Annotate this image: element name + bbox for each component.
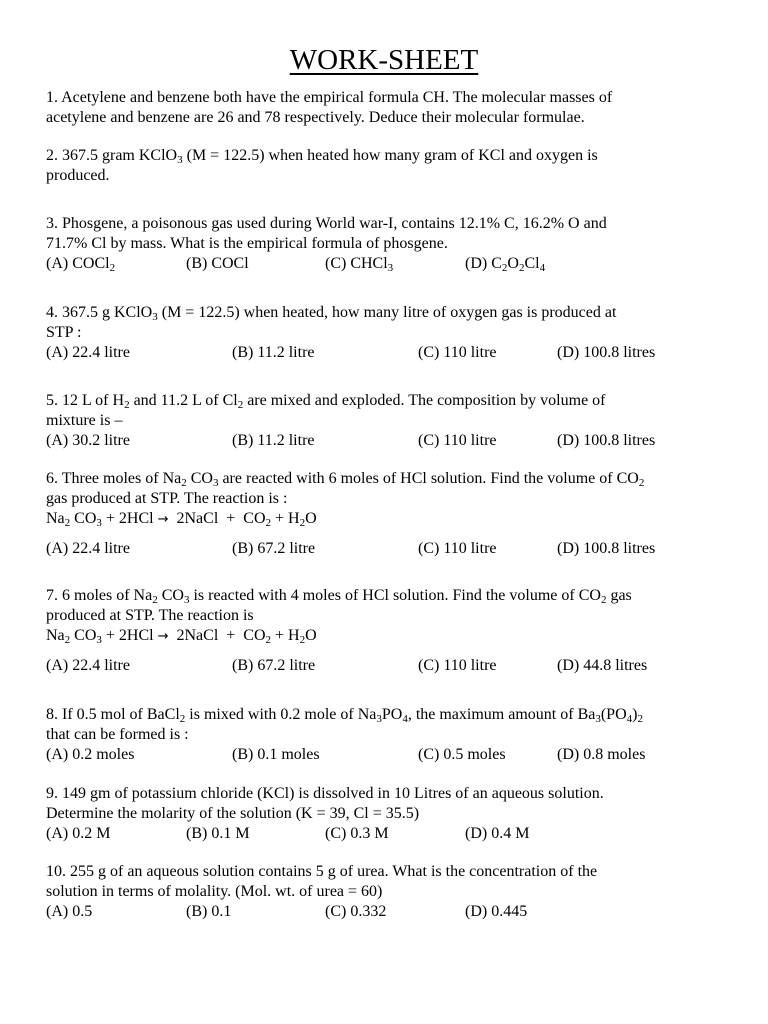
q4-text-a: 4. 367.5 g KClO xyxy=(46,304,153,321)
reaction-arrow-icon: → xyxy=(157,512,169,527)
q2-text-a: 2. 367.5 gram KClO xyxy=(46,147,178,164)
q6-option-d: (D) 100.8 litres xyxy=(557,540,656,557)
q10-option-b: (B) 0.1 xyxy=(186,903,232,920)
q7-eq-nacl: 2NaCl + CO xyxy=(168,627,266,644)
question-9 xyxy=(46,784,728,844)
question-1 xyxy=(46,88,728,128)
q9-option-c: (C) 0.3 M xyxy=(325,825,389,842)
question-5 xyxy=(46,391,728,451)
question-6 xyxy=(46,469,728,559)
q2-line-2: produced. xyxy=(46,167,110,184)
q8-sub-a: 2 xyxy=(179,713,186,725)
q9-line-2: Determine the molarity of the solution (K = 39, Cl = 35.5) xyxy=(46,805,420,822)
q6-eq-co3-sub: 3 xyxy=(96,517,102,529)
q7-option-d: (D) 44.8 litres xyxy=(557,657,648,674)
q7-option-b: (B) 67.2 litre xyxy=(232,657,316,674)
q6-eq-co3: CO xyxy=(70,510,97,527)
q5-sub-b: 2 xyxy=(237,399,244,411)
q7-eq-na-sub: 2 xyxy=(64,634,71,646)
q7-eq-h: + H xyxy=(271,627,300,644)
q9-option-a: (A) 0.2 M xyxy=(46,825,111,842)
q5-options xyxy=(46,431,728,451)
q4-option-d: (D) 100.8 litres xyxy=(557,344,656,361)
q3-option-d-s2: 2 xyxy=(518,262,525,274)
q8-sub-e: 4 xyxy=(626,713,633,725)
q5-line-1 xyxy=(46,391,728,411)
q10-option-a: (A) 0.5 xyxy=(46,903,93,920)
q5-option-d: (D) 100.8 litres xyxy=(557,432,656,449)
q3-option-b: (B) COCl xyxy=(186,255,249,272)
q4-option-a: (A) 22.4 litre xyxy=(46,344,130,361)
q5-text-b: and 11.2 L of Cl xyxy=(129,392,238,409)
q3-option-d-t2: O xyxy=(507,255,519,272)
q8-text-c: PO xyxy=(381,706,403,723)
q6-line-2: gas produced at STP. The reaction is : xyxy=(46,490,288,507)
q9-option-b: (B) 0.1 M xyxy=(186,825,250,842)
q6-sub-b: 3 xyxy=(212,477,219,489)
q3-option-a xyxy=(46,254,115,274)
q5-option-b: (B) 11.2 litre xyxy=(232,432,315,449)
q7-eq-na: Na xyxy=(46,627,65,644)
q3-option-d-t3: Cl xyxy=(524,255,540,272)
q4-sub-a: 3 xyxy=(152,311,158,323)
q6-line-1 xyxy=(46,469,728,489)
q3-option-a-sub: 2 xyxy=(109,262,116,274)
q3-line-2: 71.7% Cl by mass. What is the empirical formula of phosgene. xyxy=(46,235,448,252)
q8-option-b: (B) 0.1 moles xyxy=(232,746,320,763)
q5-sub-a: 2 xyxy=(124,399,130,411)
q4-text-b: (M = 122.5) when heated, how many litre of oxygen gas is produced at xyxy=(157,304,617,321)
question-10 xyxy=(46,862,728,922)
q6-eq-o: O xyxy=(305,510,317,527)
q7-option-c: (C) 110 litre xyxy=(418,657,497,674)
q7-eq-hcl: + 2HCl xyxy=(101,627,158,644)
page-title xyxy=(0,42,768,78)
q4-option-b: (B) 11.2 litre xyxy=(232,344,315,361)
q6-sub-a: 2 xyxy=(181,477,187,489)
q6-text-c: are reacted with 6 moles of HCl solution. Find the volume of CO xyxy=(218,470,639,487)
q7-sub-c: 2 xyxy=(600,594,607,606)
q7-text-d: gas xyxy=(606,587,632,604)
q3-line-1: 3. Phosgene, a poisonous gas used during World war-I, contains 12.1% C, 16.2% O and xyxy=(46,215,607,232)
q6-eq-hcl: + 2HCl xyxy=(101,510,158,527)
q7-equation xyxy=(46,626,728,647)
q7-text-b: CO xyxy=(157,587,184,604)
q8-option-d: (D) 0.8 moles xyxy=(557,746,646,763)
reaction-arrow-icon: → xyxy=(157,629,169,644)
q6-eq-na-sub: 2 xyxy=(64,517,71,529)
q1-line-1: 1. Acetylene and benzene both have the empirical formula CH. The molecular masses of xyxy=(46,89,613,106)
q3-option-c-sub: 3 xyxy=(387,262,394,274)
q2-text-b: (M = 122.5) when heated how many gram of KCl and oxygen is xyxy=(182,147,598,164)
question-8 xyxy=(46,705,728,765)
q8-text-a: 8. If 0.5 mol of BaCl xyxy=(46,706,180,723)
q5-text-a: 5. 12 L of H xyxy=(46,392,125,409)
q6-eq-h: + H xyxy=(271,510,300,527)
q5-text-c: are mixed and exploded. The composition by volume of xyxy=(243,392,606,409)
q7-line-2: produced at STP. The reaction is xyxy=(46,607,254,624)
q6-text-b: CO xyxy=(186,470,213,487)
q3-option-d xyxy=(465,254,545,274)
q8-sub-c: 4 xyxy=(402,713,408,725)
q3-option-d-s3: 4 xyxy=(539,262,546,274)
q7-eq-co2-sub: 2 xyxy=(265,634,272,646)
q2-sub-a: 3 xyxy=(177,154,183,166)
question-2 xyxy=(46,146,728,186)
q7-options xyxy=(46,656,728,676)
q8-option-a: (A) 0.2 moles xyxy=(46,746,135,763)
q6-option-b: (B) 67.2 litre xyxy=(232,540,316,557)
q5-option-c: (C) 110 litre xyxy=(418,432,497,449)
q7-sub-b: 3 xyxy=(183,594,190,606)
q8-text-e: (PO xyxy=(600,706,627,723)
q5-option-a: (A) 30.2 litre xyxy=(46,432,130,449)
q7-eq-co3-sub: 3 xyxy=(96,634,102,646)
q10-line-1: 10. 255 g of an aqueous solution contains 5 g of urea. What is the concentration of the xyxy=(46,863,598,880)
q1-line-2: acetylene and benzene are 26 and 78 respectively. Deduce their molecular formulae. xyxy=(46,109,585,126)
q8-text-d: , the maximum amount of Ba xyxy=(407,706,596,723)
q7-text-a: 7. 6 moles of Na xyxy=(46,587,153,604)
q10-option-c: (C) 0.332 xyxy=(325,903,387,920)
q3-option-c xyxy=(325,254,393,274)
q10-option-d: (D) 0.445 xyxy=(465,903,528,920)
question-3 xyxy=(46,214,728,274)
q8-text-f: ) xyxy=(632,706,638,723)
q6-sub-c: 2 xyxy=(638,477,645,489)
q6-eq-h-sub: 2 xyxy=(299,517,306,529)
q4-option-c: (C) 110 litre xyxy=(418,344,497,361)
q3-option-c-text: (C) CHCl xyxy=(325,255,388,272)
q9-option-d: (D) 0.4 M xyxy=(465,825,530,842)
q7-eq-h-sub: 2 xyxy=(299,634,306,646)
q3-option-d-s1: 2 xyxy=(501,262,508,274)
q8-sub-f: 2 xyxy=(637,713,643,725)
q3-option-d-t1: (D) C xyxy=(465,255,502,272)
q3-option-a-text: (A) COCl xyxy=(46,255,110,272)
q7-sub-a: 2 xyxy=(152,594,158,606)
q6-equation xyxy=(46,509,728,530)
title-text: WORK-SHEET xyxy=(289,44,479,76)
q9-options xyxy=(46,824,728,844)
q7-text-c: is reacted with 4 moles of HCl solution. Find the volume of CO xyxy=(189,587,601,604)
q8-options xyxy=(46,745,728,765)
q7-line-1 xyxy=(46,586,728,606)
q3-options xyxy=(46,254,728,274)
q5-line-2: mixture is – xyxy=(46,412,123,429)
q8-text-b: is mixed with 0.2 mole of Na xyxy=(185,706,377,723)
question-4 xyxy=(46,303,728,363)
q8-line-2: that can be formed is : xyxy=(46,726,189,743)
q10-line-2: solution in terms of molality. (Mol. wt. of urea = 60) xyxy=(46,883,383,900)
q8-sub-d: 3 xyxy=(595,713,601,725)
q6-eq-co2-sub: 2 xyxy=(265,517,272,529)
q6-options xyxy=(46,539,728,559)
q8-option-c: (C) 0.5 moles xyxy=(418,746,506,763)
question-7 xyxy=(46,586,728,676)
q4-line-2: STP : xyxy=(46,324,82,341)
q4-options xyxy=(46,343,728,363)
q8-sub-b: 3 xyxy=(376,713,382,725)
q2-line-1 xyxy=(46,146,728,166)
q4-line-1 xyxy=(46,303,728,323)
q6-eq-na: Na xyxy=(46,510,65,527)
q10-options xyxy=(46,902,728,922)
q6-option-a: (A) 22.4 litre xyxy=(46,540,130,557)
q6-text-a: 6. Three moles of Na xyxy=(46,470,182,487)
q6-eq-nacl: 2NaCl + CO xyxy=(168,510,266,527)
q7-eq-o: O xyxy=(305,627,317,644)
q6-option-c: (C) 110 litre xyxy=(418,540,497,557)
q9-line-1: 9. 149 gm of potassium chloride (KCl) is dissolved in 10 Litres of an aqueous solution. xyxy=(46,785,604,802)
q7-eq-co3: CO xyxy=(70,627,97,644)
q7-option-a: (A) 22.4 litre xyxy=(46,657,130,674)
q8-line-1 xyxy=(46,705,728,725)
